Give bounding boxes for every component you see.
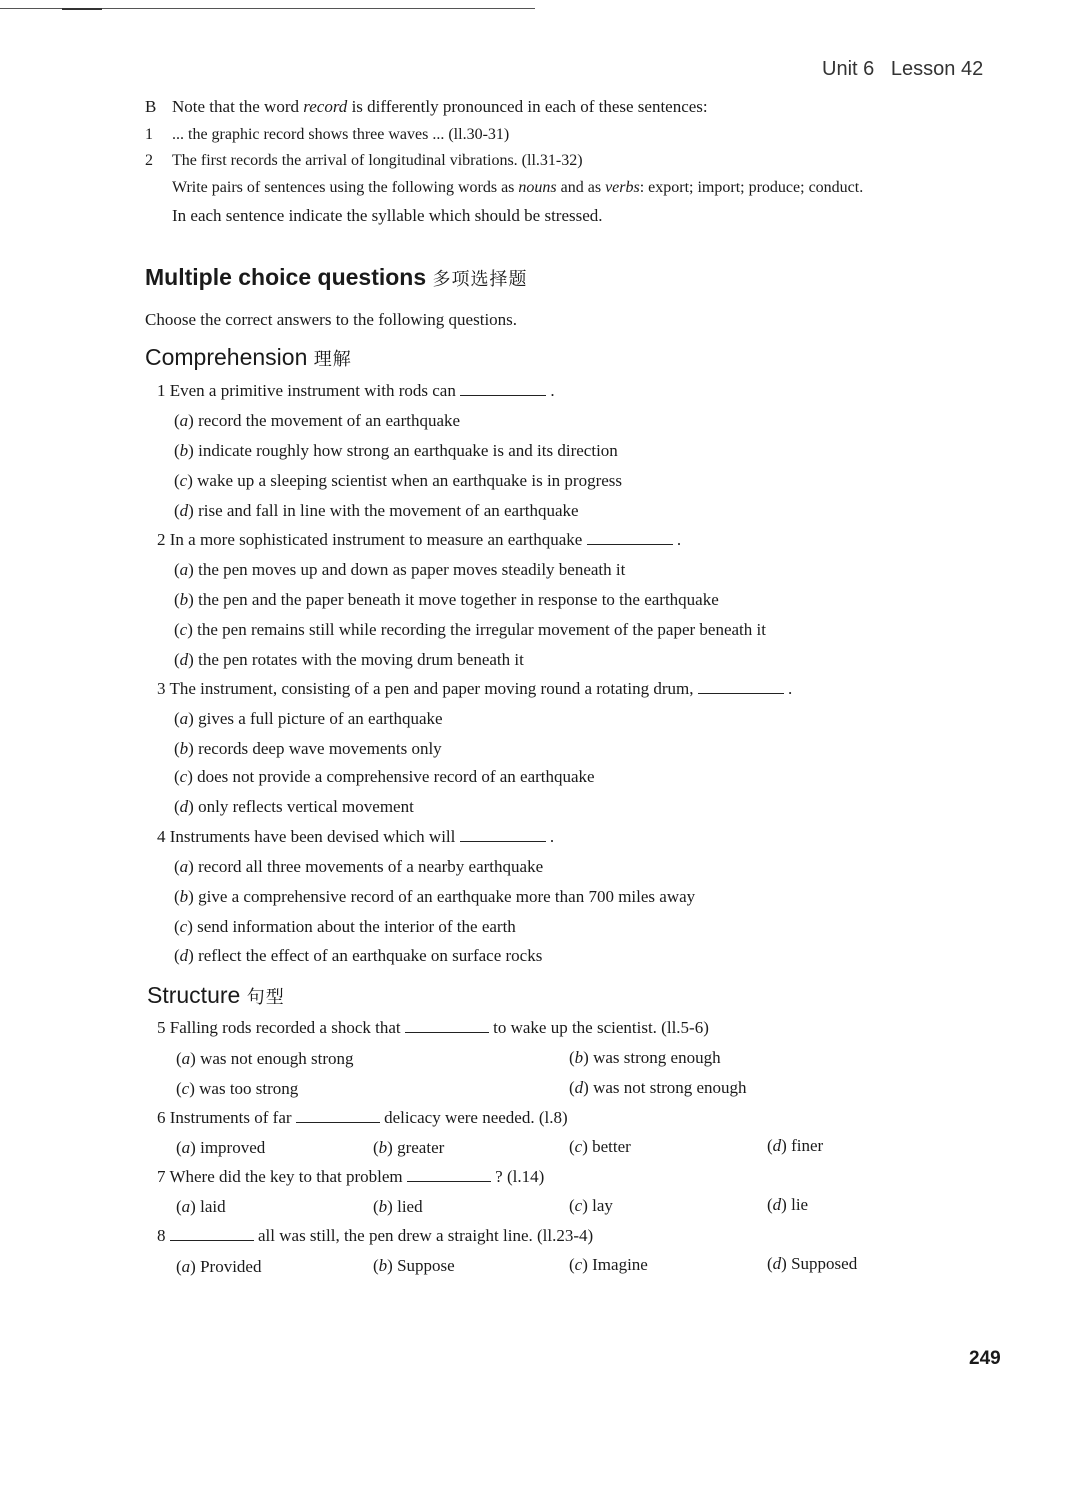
structure-heading-cn: 句型 <box>246 987 285 1007</box>
option: (a) Provided <box>176 1257 262 1276</box>
example-number: 2 <box>145 152 153 169</box>
question-stem: 3 The instrument, consisting of a pen and paper moving round a rotating drum, . <box>157 679 793 698</box>
option: (d) the pen rotates with the moving drum beneath it <box>174 650 524 669</box>
section-b-label: B <box>145 97 157 116</box>
option: (a) laid <box>176 1197 226 1216</box>
mcq-heading-cn: 多项选择题 <box>432 269 528 289</box>
option: (a) was not enough strong <box>176 1049 354 1068</box>
section-b-task: Write pairs of sentences using the following words as nouns and as verbs: export; import; produce; conduct. <box>172 179 864 196</box>
option: (d) rise and fall in line with the movement of an earthquake <box>174 501 579 520</box>
option: (a) record all three movements of a nearby earthquake <box>174 857 544 876</box>
option: (c) send information about the interior of the earth <box>174 917 516 936</box>
option: (d) Supposed <box>767 1254 858 1273</box>
option: (c) the pen remains still while recording the irregular movement of the paper beneath it <box>174 620 766 639</box>
example-number: 1 <box>145 126 153 143</box>
option: (b) greater <box>373 1138 445 1157</box>
question-stem: 8 all was still, the pen drew a straight line. (ll.23-4) <box>157 1226 594 1245</box>
question-stem: 1 Even a primitive instrument with rods can . <box>157 381 555 400</box>
example-sentence: The first records the arrival of longitudinal vibrations. (ll.31-32) <box>172 152 583 169</box>
mcq-heading: Multiple choice questions 多项选择题 <box>145 264 528 290</box>
option: (c) Imagine <box>569 1255 648 1274</box>
option: (b) was strong enough <box>569 1048 721 1067</box>
comprehension-heading: Comprehension 理解 <box>145 344 352 370</box>
option: (c) wake up a sleeping scientist when an earthquake is in progress <box>174 471 623 490</box>
option: (d) finer <box>767 1136 824 1155</box>
question-stem: 5 Falling rods recorded a shock that to wake up the scientist. (ll.5-6) <box>157 1018 709 1037</box>
example-sentence: ... the graphic record shows three waves ... (ll.30-31) <box>172 126 510 143</box>
answer-blank <box>405 1020 489 1033</box>
option: (a) the pen moves up and down as paper moves steadily beneath it <box>174 560 626 579</box>
option: (c) was too strong <box>176 1079 299 1098</box>
option: (b) lied <box>373 1197 423 1216</box>
question-stem: 7 Where did the key to that problem ? (l.14) <box>157 1167 545 1186</box>
option: (d) lie <box>767 1195 809 1214</box>
option: (d) was not strong enough <box>569 1078 747 1097</box>
answer-blank <box>170 1228 254 1241</box>
answer-blank <box>698 681 784 694</box>
option: (b) records deep wave movements only <box>174 739 442 758</box>
answer-blank <box>460 829 546 842</box>
lesson-label: Lesson 42 <box>890 58 984 80</box>
mcq-instruction: Choose the correct answers to the following questions. <box>145 310 518 329</box>
question-stem: 6 Instruments of far delicacy were needed. (l.8) <box>157 1108 568 1127</box>
unit-label: Unit 6 <box>822 58 875 80</box>
section-b-intro: Note that the word record is differently pronounced in each of these sentences: <box>172 97 708 116</box>
question-stem: 4 Instruments have been devised which will . <box>157 827 555 846</box>
answer-blank <box>296 1110 380 1123</box>
structure-heading: Structure 句型 <box>147 982 285 1008</box>
comprehension-heading-cn: 理解 <box>313 349 352 369</box>
answer-blank <box>460 383 546 396</box>
answer-blank <box>587 532 673 545</box>
option: (b) the pen and the paper beneath it move together in response to the earthquake <box>174 590 719 609</box>
option: (b) indicate roughly how strong an earthquake is and its direction <box>174 441 618 460</box>
page-number: 249 <box>969 1348 1001 1369</box>
section-b-task-2: In each sentence indicate the syllable which should be stressed. <box>172 206 603 225</box>
option: (b) give a comprehensive record of an earthquake more than 700 miles away <box>174 887 696 906</box>
option: (a) record the movement of an earthquake <box>174 411 461 430</box>
option: (d) reflect the effect of an earthquake on surface rocks <box>174 946 543 965</box>
option: (c) better <box>569 1137 631 1156</box>
question-stem: 2 In a more sophisticated instrument to measure an earthquake . <box>157 530 682 549</box>
option: (b) Suppose <box>373 1256 455 1275</box>
option: (c) does not provide a comprehensive record of an earthquake <box>174 767 595 786</box>
option: (a) improved <box>176 1138 266 1157</box>
answer-blank <box>407 1169 491 1182</box>
option: (d) only reflects vertical movement <box>174 797 414 816</box>
running-header <box>822 58 983 81</box>
option: (a) gives a full picture of an earthquake <box>174 709 443 728</box>
top-rule-mark <box>62 8 102 10</box>
option: (c) lay <box>569 1196 613 1215</box>
